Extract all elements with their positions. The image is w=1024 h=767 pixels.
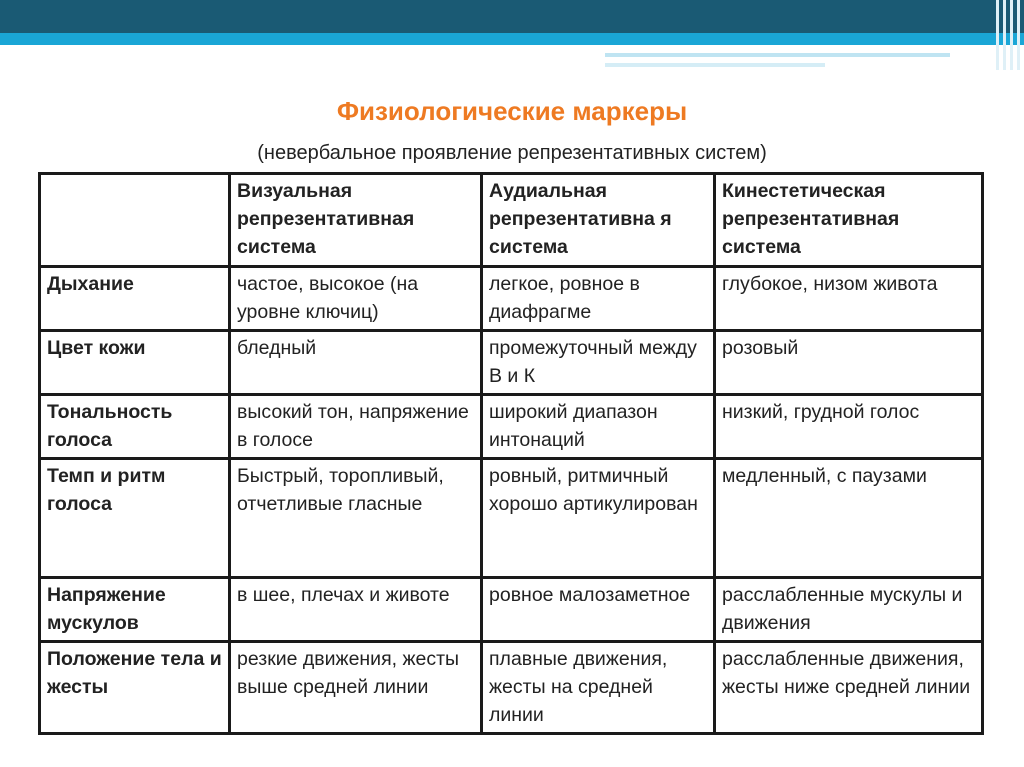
markers-table [38,172,984,735]
table-cell: бледный [230,331,482,395]
table-row [40,578,983,642]
row-label: Дыхание [40,267,230,331]
table-row [40,459,983,578]
table-cell: низкий, грудной голос [715,395,983,459]
banner-accent-line [605,63,825,67]
row-label: Напряжение мускулов [40,578,230,642]
table-cell: медленный, с паузами [715,459,983,578]
table-cell: высокий тон, напряжение в голосе [230,395,482,459]
table-cell: плавные движения, жесты на средней линии [482,642,715,734]
table-cell: легкое, ровное в диафрагме [482,267,715,331]
table-header-cell: Кинестетическая репрезентативная система [715,174,983,267]
row-label: Тональность голоса [40,395,230,459]
table-cell: глубокое, низом живота [715,267,983,331]
banner-dark-bar [0,0,1024,33]
row-label: Темп и ритм голоса [40,459,230,578]
table-cell: ровное малозаметное [482,578,715,642]
table-cell: Быстрый, торопливый, отчетливые гласные [230,459,482,578]
table-cell: широкий диапазон интонаций [482,395,715,459]
row-label: Цвет кожи [40,331,230,395]
table-row [40,395,983,459]
table-header-cell [40,174,230,267]
table-cell: ровный, ритмичный хорошо артикулирован [482,459,715,578]
table-header-cell: Визуальная репрезентативная система [230,174,482,267]
table-cell: частое, высокое (на уровне ключиц) [230,267,482,331]
table-cell: промежуточный между В и К [482,331,715,395]
table-cell: в шее, плечах и животе [230,578,482,642]
table-row [40,267,983,331]
table-header-cell: Аудиальная репрезентативна я система [482,174,715,267]
table-row [40,331,983,395]
table-cell: расслабленные мускулы и движения [715,578,983,642]
banner-blue-bar [0,33,1024,45]
table-row [40,642,983,734]
row-label: Положение тела и жесты [40,642,230,734]
table-header-row [40,174,983,267]
table-cell: резкие движения, жесты выше средней линии [230,642,482,734]
slide-title: Физиологические маркеры [336,96,688,126]
table-cell: расслабленные движения, жесты ниже средней линии [715,642,983,734]
header-banner [0,0,1024,70]
banner-accent-line [605,53,950,57]
slide-subtitle: (невербальное проявление репрезентативных систем) [257,142,767,164]
banner-stripes [994,0,1024,70]
table-cell: розовый [715,331,983,395]
